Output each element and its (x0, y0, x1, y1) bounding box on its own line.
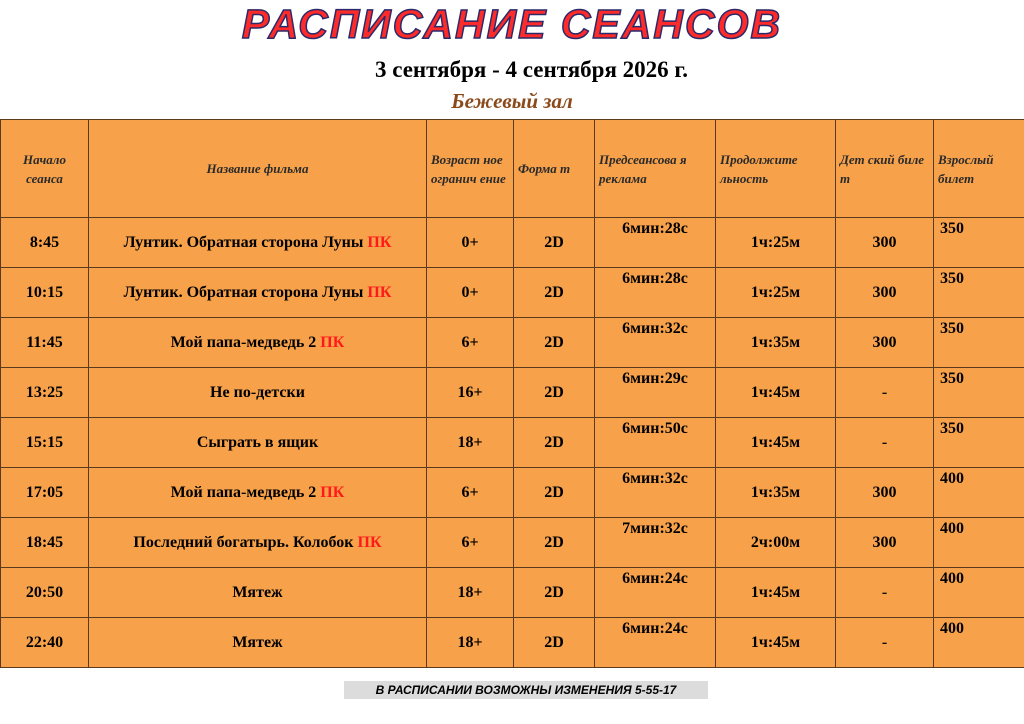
duration-text: 1ч:25м (750, 283, 801, 301)
child-ticket-price-text: - (881, 383, 888, 401)
header-duration: Продолжите льность (716, 120, 836, 218)
film-title-cell (89, 618, 427, 668)
film-format-text: 2D (544, 583, 564, 601)
adult-ticket-price (934, 318, 1024, 368)
table-row (1, 568, 1024, 618)
age-rating (427, 218, 514, 268)
hall-name: Бежевый зал (451, 89, 573, 113)
session-start-text: 20:50 (25, 583, 64, 601)
film-format-text: 2D (544, 383, 564, 401)
header-film: Название фильма (89, 120, 427, 218)
page-title: РАСПИСАНИЕ СЕАНСОВ (241, 1, 783, 47)
age-rating (427, 268, 514, 318)
pre-show-ads (595, 218, 716, 268)
age-rating (427, 618, 514, 668)
film-format-text: 2D (544, 533, 564, 551)
age-rating-text: 18+ (457, 583, 483, 601)
film-format (514, 568, 595, 618)
film-title: Мой папа-медведь 2 (170, 333, 317, 351)
age-rating (427, 368, 514, 418)
duration-text: 1ч:45м (750, 633, 801, 651)
film-format (514, 318, 595, 368)
film-title: Мой папа-медведь 2 (170, 483, 317, 501)
adult-ticket-price (934, 418, 1024, 468)
film-format (514, 218, 595, 268)
adult-ticket-price-text: 350 (940, 220, 964, 237)
duration-text: 1ч:35м (750, 483, 801, 501)
pk-badge: ПК (320, 333, 345, 351)
table-row (1, 368, 1024, 418)
pre-show-ads (595, 568, 716, 618)
pre-show-ads-text: 6мин:50с (622, 420, 688, 437)
film-title-cell (89, 268, 427, 318)
session-start-text: 10:15 (25, 283, 64, 301)
age-rating (427, 568, 514, 618)
pre-show-ads (595, 618, 716, 668)
pre-show-ads-text: 6мин:24с (622, 620, 688, 637)
child-ticket-price (836, 468, 934, 518)
adult-ticket-price (934, 618, 1024, 668)
adult-ticket-price (934, 468, 1024, 518)
film-format (514, 618, 595, 668)
session-start (1, 468, 89, 518)
session-start (1, 418, 89, 468)
header-adult-ticket: Взрослый билет (934, 120, 1024, 218)
session-start (1, 218, 89, 268)
table-row (1, 418, 1024, 468)
age-rating-text: 18+ (457, 633, 483, 651)
date-range: 3 сентября - 4 сентября 2026 г. (374, 57, 688, 82)
duration (716, 468, 836, 518)
age-rating (427, 318, 514, 368)
child-ticket-price-text: 300 (872, 533, 897, 551)
header-format: Форма т (514, 120, 595, 218)
age-rating-text: 6+ (461, 483, 479, 501)
film-format (514, 368, 595, 418)
film-title-cell (89, 468, 427, 518)
film-title: Лунтик. Обратная сторона Луны (123, 233, 364, 251)
child-ticket-price (836, 368, 934, 418)
age-rating (427, 518, 514, 568)
duration-text: 1ч:35м (750, 333, 801, 351)
age-rating (427, 468, 514, 518)
film-title-cell (89, 418, 427, 468)
age-rating-text: 6+ (461, 333, 479, 351)
pre-show-ads-text: 6мин:28с (622, 270, 688, 287)
film-format-text: 2D (544, 333, 564, 351)
adult-ticket-price (934, 568, 1024, 618)
pre-show-ads (595, 368, 716, 418)
film-title: Лунтик. Обратная сторона Луны (123, 283, 364, 301)
pre-show-ads (595, 518, 716, 568)
adult-ticket-price (934, 368, 1024, 418)
film-title-cell (89, 568, 427, 618)
pk-badge: ПК (320, 483, 345, 501)
table-row (1, 618, 1024, 668)
child-ticket-price-text: 300 (872, 283, 897, 301)
pre-show-ads (595, 268, 716, 318)
child-ticket-price (836, 268, 934, 318)
child-ticket-price-text: - (881, 583, 888, 601)
film-title: Сыграть в ящик (196, 433, 319, 451)
pre-show-ads-text: 6мин:28с (622, 220, 688, 237)
film-title: Мятеж (232, 633, 283, 651)
film-title-cell (89, 518, 427, 568)
film-format (514, 518, 595, 568)
adult-ticket-price (934, 518, 1024, 568)
session-start-text: 15:15 (25, 433, 64, 451)
child-ticket-price-text: - (881, 433, 888, 451)
child-ticket-price-text: 300 (872, 333, 897, 351)
child-ticket-price (836, 218, 934, 268)
duration (716, 218, 836, 268)
film-title: Мятеж (232, 583, 283, 601)
age-rating-text: 0+ (461, 233, 479, 251)
header-start: Начало сеанса (1, 120, 89, 218)
adult-ticket-price-text: 400 (940, 520, 964, 537)
pre-show-ads (595, 468, 716, 518)
duration (716, 318, 836, 368)
adult-ticket-price (934, 218, 1024, 268)
session-start (1, 318, 89, 368)
film-title-cell (89, 218, 427, 268)
adult-ticket-price-text: 350 (940, 420, 964, 437)
film-title-cell (89, 368, 427, 418)
schedule-table (0, 119, 1024, 668)
session-start (1, 368, 89, 418)
duration (716, 518, 836, 568)
session-start-text: 18:45 (25, 533, 64, 551)
duration (716, 568, 836, 618)
duration (716, 368, 836, 418)
film-format-text: 2D (544, 433, 564, 451)
header-row (1, 120, 1024, 218)
session-start-text: 22:40 (25, 633, 64, 651)
session-start-text: 13:25 (25, 383, 64, 401)
age-rating-text: 6+ (461, 533, 479, 551)
film-format (514, 268, 595, 318)
age-rating-text: 0+ (461, 283, 479, 301)
adult-ticket-price-text: 400 (940, 620, 964, 637)
child-ticket-price-text: 300 (872, 483, 897, 501)
header-age: Возраст ное огранич ение (427, 120, 514, 218)
duration-text: 1ч:25м (750, 233, 801, 251)
adult-ticket-price-text: 400 (940, 470, 964, 487)
header-child-ticket: Дет ский биле т (836, 120, 934, 218)
session-start-text: 17:05 (25, 483, 64, 501)
age-rating (427, 418, 514, 468)
child-ticket-price (836, 568, 934, 618)
pre-show-ads-text: 7мин:32с (622, 520, 688, 537)
table-row (1, 268, 1024, 318)
pk-badge: ПК (357, 533, 382, 551)
pk-badge: ПК (367, 233, 392, 251)
film-title: Не по-детски (210, 383, 305, 401)
session-start-text: 8:45 (29, 233, 60, 251)
child-ticket-price (836, 618, 934, 668)
session-start (1, 568, 89, 618)
header-ads: Предсеансова я реклама (595, 120, 716, 218)
duration-text: 1ч:45м (750, 433, 801, 451)
table-row (1, 518, 1024, 568)
child-ticket-price-text: 300 (872, 233, 897, 251)
session-start (1, 618, 89, 668)
pre-show-ads-text: 6мин:32с (622, 320, 688, 337)
session-start (1, 518, 89, 568)
child-ticket-price-text: - (881, 633, 888, 651)
film-format (514, 418, 595, 468)
duration (716, 268, 836, 318)
table-row (1, 468, 1024, 518)
session-start-text: 11:45 (26, 333, 63, 351)
film-title-cell (89, 318, 427, 368)
film-format-text: 2D (544, 483, 564, 501)
film-format-text: 2D (544, 283, 564, 301)
film-title: Последний богатырь. Колобок (133, 533, 354, 551)
pre-show-ads (595, 418, 716, 468)
adult-ticket-price (934, 268, 1024, 318)
adult-ticket-price-text: 350 (940, 370, 964, 387)
footer-note: В РАСПИСАНИИ ВОЗМОЖНЫ ИЗМЕНЕНИЯ 5-55-17 (344, 681, 708, 699)
pre-show-ads-text: 6мин:24с (622, 570, 688, 587)
table-row (1, 218, 1024, 268)
table-row (1, 318, 1024, 368)
child-ticket-price (836, 318, 934, 368)
duration-text: 1ч:45м (750, 383, 801, 401)
duration-text: 1ч:45м (750, 583, 801, 601)
duration (716, 418, 836, 468)
child-ticket-price (836, 518, 934, 568)
duration (716, 618, 836, 668)
pre-show-ads-text: 6мин:29с (622, 370, 688, 387)
adult-ticket-price-text: 400 (940, 570, 964, 587)
adult-ticket-price-text: 350 (940, 270, 964, 287)
film-format-text: 2D (544, 633, 564, 651)
duration-text: 2ч:00м (750, 533, 801, 551)
pre-show-ads-text: 6мин:32с (622, 470, 688, 487)
pre-show-ads (595, 318, 716, 368)
child-ticket-price (836, 418, 934, 468)
adult-ticket-price-text: 350 (940, 320, 964, 337)
session-start (1, 268, 89, 318)
pk-badge: ПК (367, 283, 392, 301)
film-format (514, 468, 595, 518)
film-format-text: 2D (544, 233, 564, 251)
age-rating-text: 18+ (457, 433, 483, 451)
age-rating-text: 16+ (457, 383, 483, 401)
